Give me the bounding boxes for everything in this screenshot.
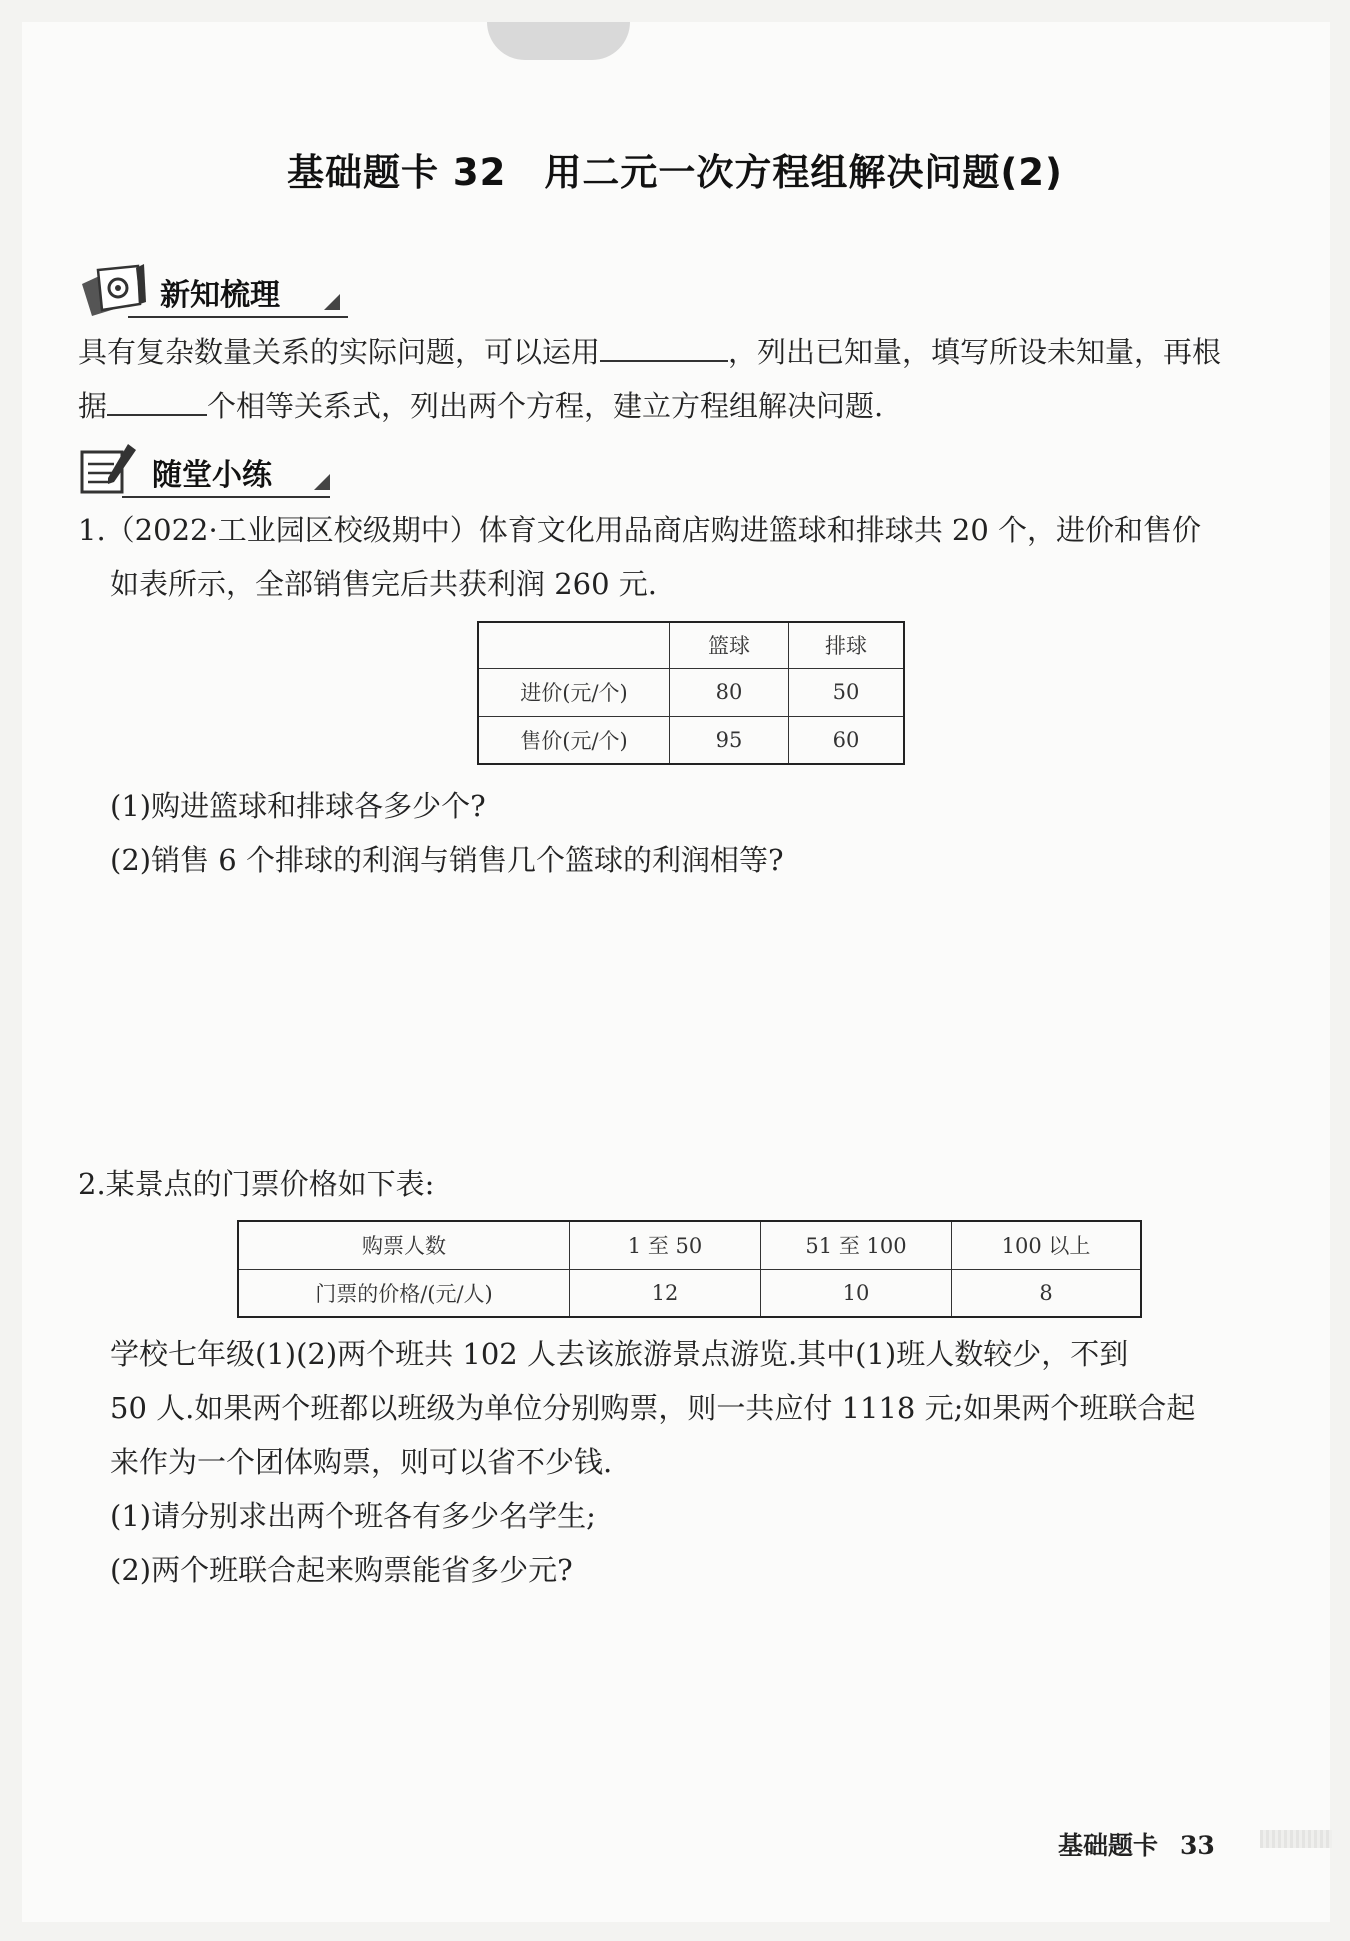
q2-paragraph-line-2: 50 人.如果两个班都以班级为单位分别购票，则一共应付 1118 元;如果两个班联合起 <box>110 1391 1196 1425</box>
text-segment: 具有复杂数量关系的实际问题，可以运用 <box>78 335 601 369</box>
footer-label: 基础题卡 <box>1058 1831 1159 1860</box>
table-header-row <box>238 1221 1141 1269</box>
q2-sub-question-1: (1)请分别求出两个班各有多少名学生; <box>110 1499 596 1533</box>
table-cell: 80 <box>670 668 789 716</box>
triangle-marker-icon <box>314 474 330 490</box>
text-segment: 据 <box>78 389 108 423</box>
table-cell: 60 <box>789 716 905 764</box>
q1-line-2: 如表所示，全部销售完后共获利润 260 元. <box>110 567 658 601</box>
table-header-row <box>478 622 904 668</box>
q1-sub-question-1: (1)购进篮球和排球各多少个? <box>110 789 486 823</box>
table-cell: 12 <box>570 1269 761 1317</box>
table-cell: 1 至 50 <box>570 1221 761 1269</box>
q2-intro: 2.某景点的门票价格如下表: <box>78 1167 435 1201</box>
table-cell: 100 以上 <box>952 1221 1142 1269</box>
text-segment: ，列出已知量，填写所设未知量，再根 <box>728 335 1222 369</box>
fill-blank-1[interactable] <box>600 338 728 362</box>
q2-paragraph-line-1: 学校七年级(1)(2)两个班共 102 人去该旅游景点游览.其中(1)班人数较少，不到 <box>110 1337 1129 1371</box>
text-segment: 个相等关系式，列出两个方程，建立方程组解决问题. <box>207 389 884 423</box>
table-cell <box>478 622 670 668</box>
table-cell: 8 <box>952 1269 1142 1317</box>
section-heading-new-knowledge <box>78 262 348 318</box>
table-cell: 售价(元/个) <box>478 716 670 764</box>
table-cell: 篮球 <box>670 622 789 668</box>
q1-sub-question-2: (2)销售 6 个排球的利润与销售几个篮球的利润相等? <box>110 843 784 877</box>
table-cell: 50 <box>789 668 905 716</box>
page-number: 33 <box>1180 1831 1215 1860</box>
page-title: 基础题卡 32 用二元一次方程组解决问题(2) <box>287 151 1063 194</box>
section-heading-label: 随堂小练 <box>152 458 272 493</box>
notepad-pen-icon <box>78 442 142 498</box>
footer-decoration <box>1260 1830 1332 1848</box>
section-heading-label: 新知梳理 <box>160 278 280 313</box>
heading-underline <box>128 316 348 318</box>
page-footer <box>1058 1826 1215 1862</box>
table-row <box>478 668 904 716</box>
table-row <box>238 1269 1141 1317</box>
binding-hole-mark <box>487 22 630 60</box>
q2-paragraph-line-3: 来作为一个团体购票，则可以省不少钱. <box>110 1445 613 1479</box>
q2-sub-question-2: (2)两个班联合起来购票能省多少元? <box>110 1553 573 1587</box>
triangle-marker-icon <box>324 294 340 310</box>
table-cell: 95 <box>670 716 789 764</box>
ticket-price-table <box>237 1220 1142 1318</box>
book-icon <box>78 262 150 318</box>
table-cell: 10 <box>761 1269 952 1317</box>
price-table-balls <box>477 621 905 765</box>
concept-line-1 <box>78 334 1221 370</box>
concept-line-2 <box>78 388 883 424</box>
table-cell: 进价(元/个) <box>478 668 670 716</box>
heading-underline <box>122 496 330 498</box>
table-cell: 51 至 100 <box>761 1221 952 1269</box>
table-row <box>478 716 904 764</box>
table-cell: 购票人数 <box>238 1221 570 1269</box>
table-cell: 排球 <box>789 622 905 668</box>
fill-blank-2[interactable] <box>107 392 207 416</box>
q1-line-1: 1.（2022·工业园区校级期中）体育文化用品商店购进篮球和排球共 20 个，进价和售价 <box>78 513 1202 547</box>
section-heading-practice <box>78 442 338 498</box>
table-cell: 门票的价格/(元/人) <box>238 1269 570 1317</box>
